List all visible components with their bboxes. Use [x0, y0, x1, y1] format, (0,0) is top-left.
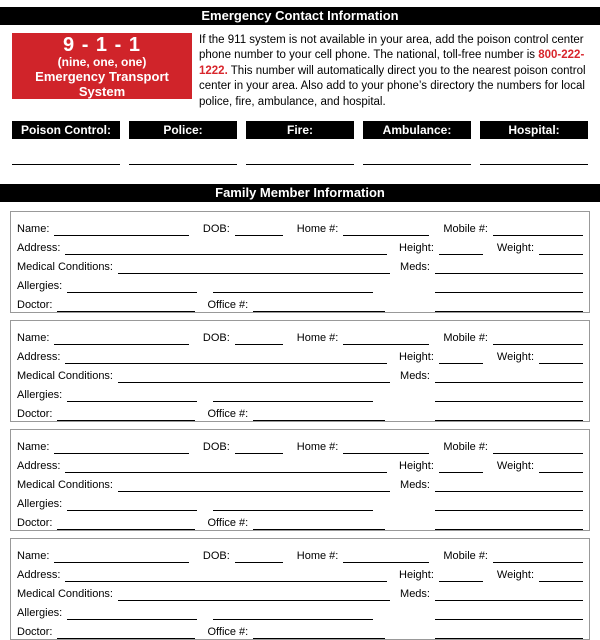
height-line[interactable]: [439, 461, 483, 473]
911-number: 9 - 1 - 1: [63, 33, 141, 56]
allergies-row: [17, 492, 583, 511]
height-label: Height:: [399, 242, 434, 255]
address-label: Address:: [17, 351, 61, 364]
meds-extra-line-1[interactable]: [435, 608, 583, 620]
mobile-phone-label: Mobile #:: [443, 441, 488, 454]
home-phone-line[interactable]: [343, 224, 429, 236]
family-member-block: [10, 429, 590, 531]
allergies-extra-line[interactable]: [213, 499, 373, 511]
emergency-contact-header: [0, 7, 600, 25]
mobile-phone-label: Mobile #:: [443, 332, 488, 345]
weight-label: Weight:: [496, 351, 534, 364]
hospital-line[interactable]: [480, 151, 588, 165]
home-phone-line[interactable]: [343, 333, 429, 345]
doctor-label: Doctor:: [17, 299, 53, 312]
office-phone-line[interactable]: [253, 518, 385, 530]
weight-label: Weight:: [496, 460, 534, 473]
emergency-numbers-lines: [0, 151, 600, 165]
height-label: Height:: [399, 460, 434, 473]
mobile-phone-line[interactable]: [493, 442, 583, 454]
top-section: [0, 33, 600, 110]
name-field-line[interactable]: [54, 442, 188, 454]
dob-label: DOB:: [202, 223, 230, 236]
name-label: Name:: [17, 332, 50, 345]
dob-label: DOB:: [202, 332, 230, 345]
address-label: Address:: [17, 242, 61, 255]
meds-label: Meds:: [400, 588, 430, 601]
medical-row: [17, 255, 583, 274]
address-line[interactable]: [65, 243, 387, 255]
weight-line[interactable]: [539, 461, 583, 473]
name-row: [17, 544, 583, 563]
medical-conditions-label: Medical Conditions:: [17, 370, 113, 383]
doctor-line[interactable]: [57, 300, 195, 312]
allergies-extra-line[interactable]: [213, 281, 373, 293]
police-line[interactable]: [129, 151, 237, 165]
fire-line[interactable]: [246, 151, 354, 165]
weight-line[interactable]: [539, 570, 583, 582]
office-phone-label: Office #:: [207, 626, 249, 639]
meds-extra-line-2[interactable]: [435, 409, 583, 421]
contact-label-poison-control: Poison Control:: [12, 121, 120, 139]
mobile-phone-line[interactable]: [493, 333, 583, 345]
meds-line[interactable]: [435, 480, 583, 492]
office-phone-line[interactable]: [253, 300, 385, 312]
height-line[interactable]: [439, 570, 483, 582]
medical-conditions-label: Medical Conditions:: [17, 261, 113, 274]
allergies-label: Allergies:: [17, 498, 63, 511]
medical-conditions-line[interactable]: [118, 371, 390, 383]
family-member-header: [0, 184, 600, 202]
doctor-row: [17, 293, 583, 312]
instructions-after: This number will automatically direct you to the nearest poison control center in your area. Also add to your phone’s directory the numbers for local police, fire, ambulance, and hospital.: [199, 64, 586, 108]
allergies-extra-line[interactable]: [213, 390, 373, 402]
name-label: Name:: [17, 550, 50, 563]
allergies-label: Allergies:: [17, 280, 63, 293]
family-blocks-container: [0, 211, 600, 640]
address-line[interactable]: [65, 461, 387, 473]
name-field-line[interactable]: [54, 224, 188, 236]
allergies-line[interactable]: [67, 499, 197, 511]
mobile-phone-label: Mobile #:: [443, 550, 488, 563]
office-phone-label: Office #:: [207, 517, 249, 530]
meds-extra-line-2[interactable]: [435, 518, 583, 530]
home-phone-label: Home #:: [296, 332, 339, 345]
family-member-block: [10, 538, 590, 640]
office-phone-label: Office #:: [207, 408, 249, 421]
contact-label-hospital: Hospital:: [480, 121, 588, 139]
dob-label: DOB:: [202, 441, 230, 454]
medical-conditions-label: Medical Conditions:: [17, 479, 113, 492]
contact-label-fire: Fire:: [246, 121, 354, 139]
allergies-row: [17, 601, 583, 620]
allergies-line[interactable]: [67, 390, 197, 402]
dob-field-line[interactable]: [235, 551, 283, 563]
address-row: [17, 563, 583, 582]
home-phone-line[interactable]: [343, 442, 429, 454]
office-phone-line[interactable]: [253, 409, 385, 421]
instructions-before: If the 911 system is not available in your area, add the poison control center phone number to your cell phone. The national, toll-free number is: [199, 34, 584, 62]
family-member-block: [10, 320, 590, 422]
doctor-line[interactable]: [57, 409, 195, 421]
allergies-label: Allergies:: [17, 389, 63, 402]
meds-label: Meds:: [400, 479, 430, 492]
name-row: [17, 326, 583, 345]
medical-conditions-line[interactable]: [118, 262, 390, 274]
emergency-numbers-row: [0, 121, 600, 139]
name-row: [17, 217, 583, 236]
doctor-row: [17, 402, 583, 421]
mobile-phone-line[interactable]: [493, 551, 583, 563]
meds-extra-line-1[interactable]: [435, 390, 583, 402]
meds-label: Meds:: [400, 370, 430, 383]
medical-conditions-line[interactable]: [118, 480, 390, 492]
name-label: Name:: [17, 441, 50, 454]
medical-row: [17, 364, 583, 383]
weight-line[interactable]: [539, 243, 583, 255]
family-member-title: Family Member Information: [215, 185, 385, 201]
name-field-line[interactable]: [54, 551, 188, 563]
medical-conditions-line[interactable]: [118, 589, 390, 601]
address-row: [17, 454, 583, 473]
doctor-label: Doctor:: [17, 626, 53, 639]
allergies-line[interactable]: [67, 281, 197, 293]
address-label: Address:: [17, 460, 61, 473]
address-row: [17, 236, 583, 255]
poison-control-phone: 800-222-1222.: [199, 49, 585, 77]
allergies-row: [17, 383, 583, 402]
address-row: [17, 345, 583, 364]
weight-label: Weight:: [496, 242, 534, 255]
home-phone-label: Home #:: [296, 550, 339, 563]
emergency-911-card: [12, 33, 192, 99]
home-phone-label: Home #:: [296, 441, 339, 454]
meds-line[interactable]: [435, 589, 583, 601]
address-line[interactable]: [65, 352, 387, 364]
meds-extra-line-2[interactable]: [435, 627, 583, 639]
mobile-phone-label: Mobile #:: [443, 223, 488, 236]
name-row: [17, 435, 583, 454]
allergies-label: Allergies:: [17, 607, 63, 620]
poison-control-line[interactable]: [12, 151, 120, 165]
height-label: Height:: [399, 351, 434, 364]
allergies-row: [17, 274, 583, 293]
height-line[interactable]: [439, 352, 483, 364]
emergency-contact-title: Emergency Contact Information: [201, 8, 399, 23]
name-field-line[interactable]: [54, 333, 188, 345]
instructions-text: [199, 33, 588, 110]
allergies-line[interactable]: [67, 608, 197, 620]
medical-row: [17, 473, 583, 492]
doctor-label: Doctor:: [17, 517, 53, 530]
dob-field-line[interactable]: [235, 442, 283, 454]
meds-extra-line-1[interactable]: [435, 281, 583, 293]
contact-label-ambulance: Ambulance:: [363, 121, 471, 139]
dob-label: DOB:: [202, 550, 230, 563]
911-words: (nine, one, one): [57, 54, 147, 69]
allergies-extra-line[interactable]: [213, 608, 373, 620]
meds-extra-line-2[interactable]: [435, 300, 583, 312]
address-label: Address:: [17, 569, 61, 582]
doctor-row: [17, 511, 583, 530]
office-phone-label: Office #:: [207, 299, 249, 312]
mobile-phone-line[interactable]: [493, 224, 583, 236]
height-line[interactable]: [439, 243, 483, 255]
911-subtitle: Emergency Transport System: [35, 68, 169, 99]
doctor-line[interactable]: [57, 518, 195, 530]
contact-label-police: Police:: [129, 121, 237, 139]
ambulance-line[interactable]: [363, 151, 471, 165]
height-label: Height:: [399, 569, 434, 582]
weight-line[interactable]: [539, 352, 583, 364]
office-phone-line[interactable]: [253, 627, 385, 639]
doctor-line[interactable]: [57, 627, 195, 639]
doctor-label: Doctor:: [17, 408, 53, 421]
address-line[interactable]: [65, 570, 387, 582]
medical-conditions-label: Medical Conditions:: [17, 588, 113, 601]
name-label: Name:: [17, 223, 50, 236]
medical-row: [17, 582, 583, 601]
meds-extra-line-1[interactable]: [435, 499, 583, 511]
dob-field-line[interactable]: [235, 224, 283, 236]
meds-label: Meds:: [400, 261, 430, 274]
meds-line[interactable]: [435, 371, 583, 383]
home-phone-line[interactable]: [343, 551, 429, 563]
meds-line[interactable]: [435, 262, 583, 274]
dob-field-line[interactable]: [235, 333, 283, 345]
family-member-block: [10, 211, 590, 313]
weight-label: Weight:: [496, 569, 534, 582]
home-phone-label: Home #:: [296, 223, 339, 236]
